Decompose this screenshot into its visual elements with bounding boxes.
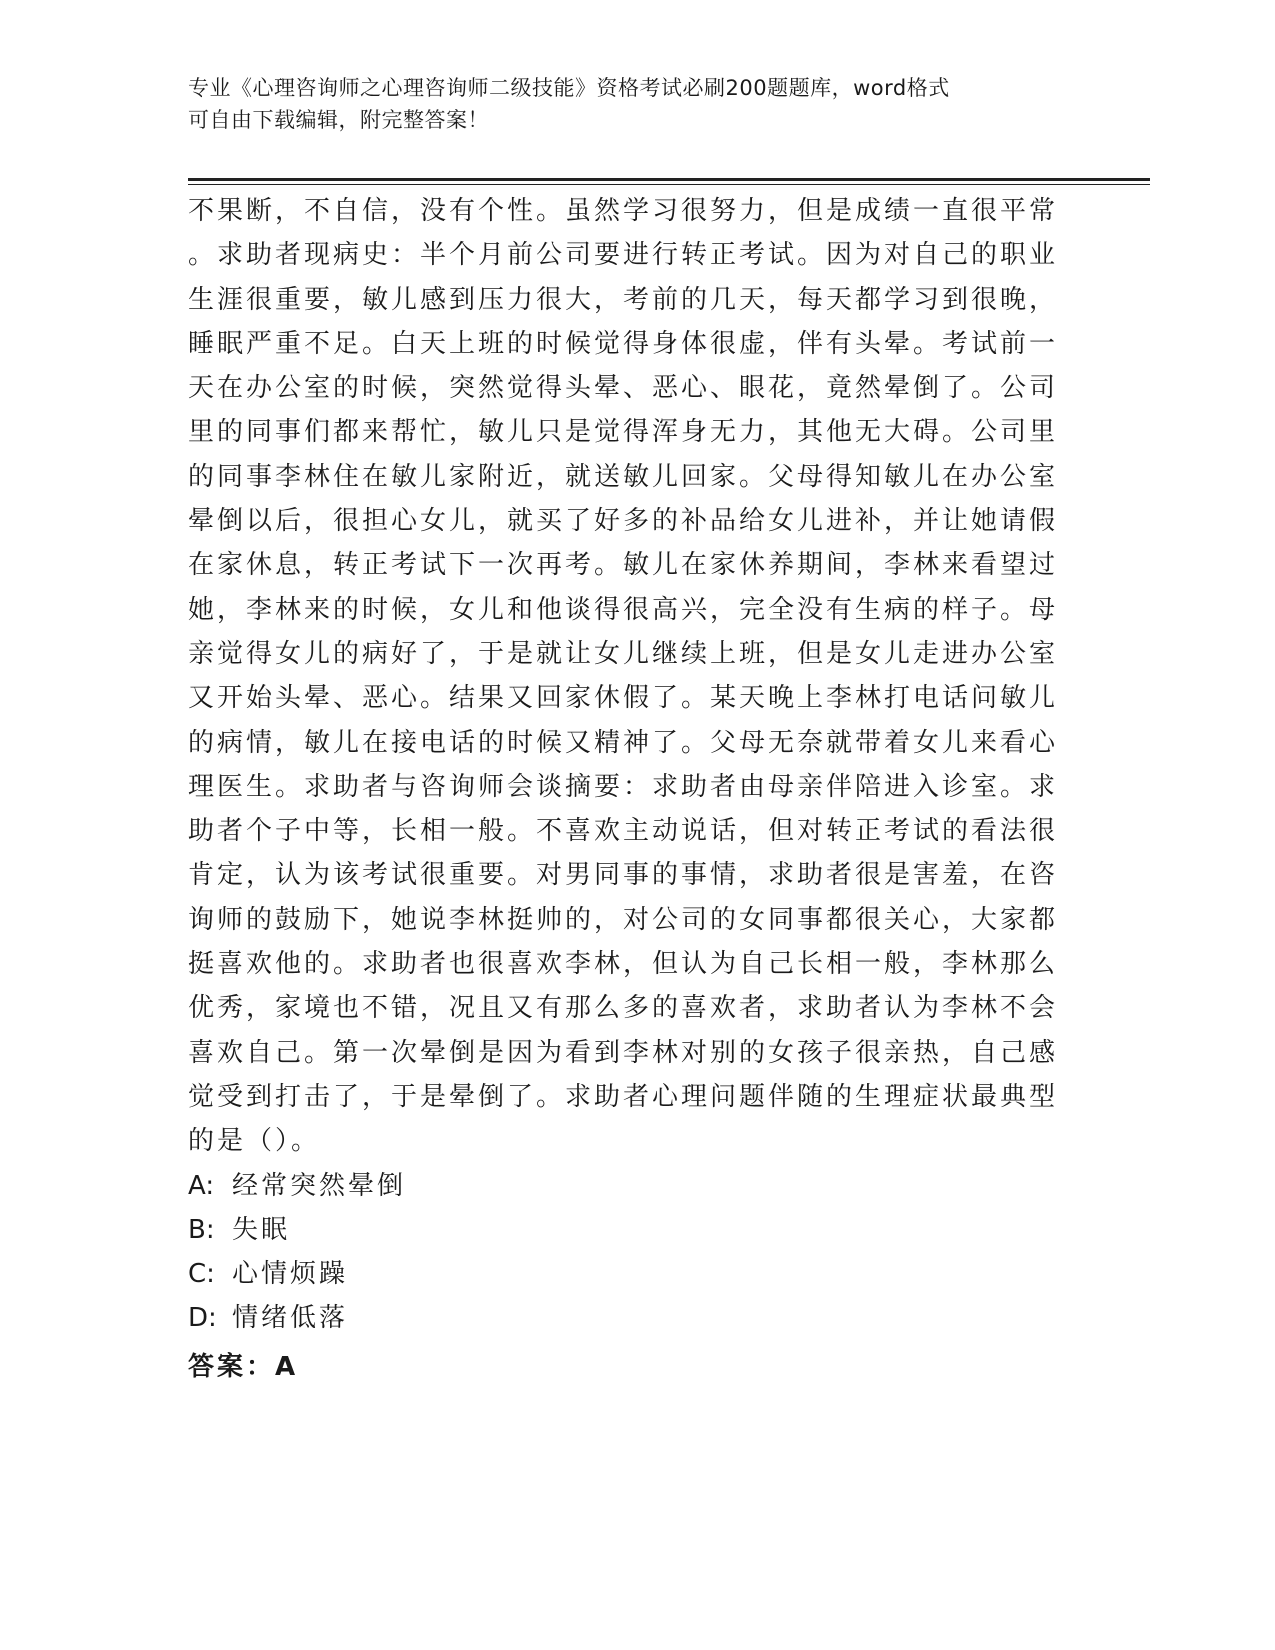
option-key: D: bbox=[188, 1303, 217, 1334]
option-text: 失眠 bbox=[232, 1214, 291, 1245]
question-text bbox=[188, 189, 1058, 1164]
question-line: 优秀，家境也不错，况且又有那么多的喜欢者，求助者认为李林不会 bbox=[188, 993, 1059, 1024]
header-line-2: 可自由下载编辑，附完整答案！ bbox=[188, 108, 489, 132]
option-a bbox=[188, 1164, 1058, 1208]
question-line: 在家休息，转正考试下一次再考。敏儿在家休养期间，李林来看望过 bbox=[188, 550, 1059, 581]
question-line: 喜欢自己。第一次晕倒是因为看到李林对别的女孩子很亲热，自己感 bbox=[188, 1037, 1059, 1068]
option-key: C: bbox=[188, 1259, 215, 1290]
question-line: 不果断，不自信，没有个性。虽然学习很努力，但是成绩一直很平常 bbox=[188, 196, 1059, 226]
option-text: 经常突然晕倒 bbox=[232, 1170, 407, 1201]
question-line: 亲觉得女儿的病好了，于是就让女儿继续上班，但是女儿走进办公室 bbox=[188, 638, 1059, 669]
option-b bbox=[188, 1208, 1058, 1252]
question-line: 又开始头晕、恶心。结果又回家休假了。某天晚上李林打电话问敏儿 bbox=[188, 683, 1059, 714]
question-line: 肯定，认为该考试很重要。对男同事的事情，求助者很是害羞，在咨 bbox=[188, 860, 1059, 891]
question-line: 的同事李林住在敏儿家附近，就送敏儿回家。父母得知敏儿在办公室 bbox=[188, 461, 1059, 492]
question-line: 挺喜欢他的。求助者也很喜欢李林，但认为自己长相一般，李林那么 bbox=[188, 949, 1059, 980]
option-d bbox=[188, 1296, 1058, 1340]
question-line: 睡眠严重不足。白天上班的时候觉得身体很虚，伴有头晕。考试前一 bbox=[188, 328, 1059, 359]
answer-options bbox=[188, 1164, 1058, 1341]
question-line: 。求助者现病史：半个月前公司要进行转正考试。因为对自己的职业 bbox=[188, 240, 1059, 271]
option-text: 心情烦躁 bbox=[232, 1259, 349, 1290]
header-divider-thick bbox=[188, 178, 1150, 181]
question-body bbox=[188, 189, 1058, 1389]
question-line: 天在办公室的时候，突然觉得头晕、恶心、眼花，竟然晕倒了。公司 bbox=[188, 373, 1059, 404]
header-divider-thin bbox=[188, 184, 1150, 185]
question-line: 里的同事们都来帮忙，敏儿只是觉得浑身无力，其他无大碍。公司里 bbox=[188, 417, 1059, 448]
question-line: 她，李林来的时候，女儿和他谈得很高兴，完全没有生病的样子。母 bbox=[188, 594, 1059, 625]
question-line: 觉受到打击了，于是晕倒了。求助者心理问题伴随的生理症状最典型 bbox=[188, 1081, 1059, 1112]
question-line: 询师的鼓励下，她说李林挺帅的，对公司的女同事都很关心，大家都 bbox=[188, 904, 1059, 935]
header-line-1: 专业《心理咨询师之心理咨询师二级技能》资格考试必刷200题题库，word格式 bbox=[188, 76, 950, 100]
question-line: 的病情，敏儿在接电话的时候又精神了。父母无奈就带着女儿来看心 bbox=[188, 727, 1059, 758]
option-c bbox=[188, 1252, 1058, 1296]
answer-text: 答案：A bbox=[188, 1351, 299, 1382]
question-line: 晕倒以后，很担心女儿，就买了好多的补品给女儿进补，并让她请假 bbox=[188, 506, 1059, 537]
option-key: A: bbox=[188, 1170, 215, 1201]
option-text: 情绪低落 bbox=[232, 1303, 349, 1334]
question-line: 的是（）。 bbox=[188, 1126, 321, 1157]
option-key: B: bbox=[188, 1214, 215, 1245]
document-header bbox=[188, 72, 1068, 136]
question-line: 理医生。求助者与咨询师会谈摘要：求助者由母亲伴陪进入诊室。求 bbox=[188, 771, 1059, 802]
question-line: 助者个子中等，长相一般。不喜欢主动说话，但对转正考试的看法很 bbox=[188, 816, 1059, 847]
question-line: 生涯很重要，敏儿感到压力很大，考前的几天，每天都学习到很晚， bbox=[188, 284, 1059, 315]
